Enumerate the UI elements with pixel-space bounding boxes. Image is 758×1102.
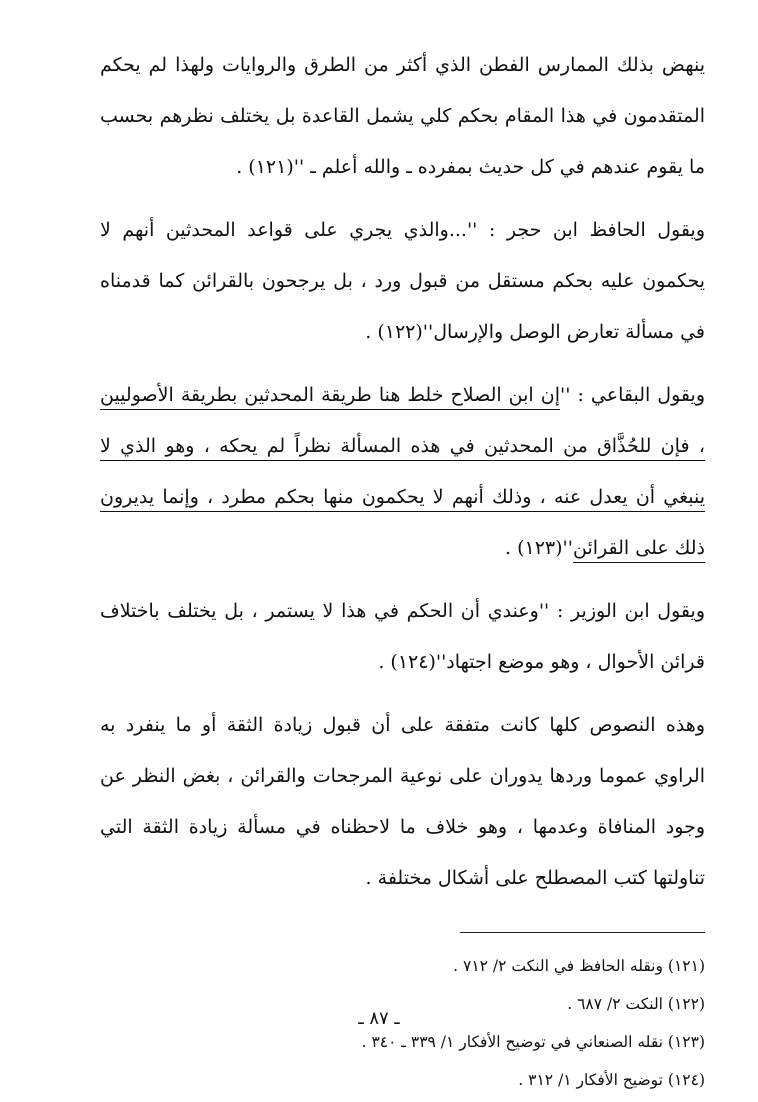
footnote-122: (١٢٢) النكت ٢/ ٦٨٧ .	[567, 995, 705, 1013]
page-body	[100, 40, 705, 1099]
page-number: ـ ٨٧ ـ	[358, 1008, 400, 1029]
paragraph-3-biqai-quote	[100, 370, 705, 574]
footnote-divider	[460, 932, 705, 933]
footnote-121: (١٢١) ونقله الحافظ في النكت ٢/ ٧١٢ .	[453, 957, 705, 975]
quote-closing: ''(١٢٣) .	[505, 537, 573, 559]
paragraph-5-conclusion: وهذه النصوص كلها كانت متفقة على أن قبول زيادة الثقة أو ما ينفرد به الراوي عموما وردها يدوران على نوعية المرجحات والقرائن ، بغض النظر عن وجود المنافاة وعدمها ، وهو خلاف ما لاحظناه في مسألة زيادة الثقة التي تناولتها كتب المصطلح على أشكال مختلفة .	[100, 714, 705, 889]
footnote-123: (١٢٣) نقله الصنعاني في توضيح الأفكار ١/ ٣٣٩ ـ ٣٤٠ .	[361, 1033, 705, 1051]
underlined-quote: إن ابن الصلاح خلط هنا طريقة المحدثين بطريقة الأصوليين ، فإن للحُذَّاق من المحدثين في هذه المسألة نظراً لم يحكه ، وهو الذي لا ينبغي أن يعدل عنه ، وذلك أنهم لا يحكمون منها بحكم مطرد ، وإنما يديرون ذلك على القرائن	[100, 384, 705, 559]
paragraph-2-ibn-hajar-quote: ويقول الحافظ ابن حجر : ''...والذي يجري على قواعد المحدثين أنهم لا يحكمون عليه بحكم مستقل من قبول ورد ، بل يرجحون بالقرائن كما قدمناه في مسألة تعارض الوصل والإرسال''(١٢٢) .	[100, 219, 705, 343]
quote-intro: ويقول البقاعي : ''	[559, 384, 705, 406]
paragraph-4-ibn-wazir-quote: ويقول ابن الوزير : ''وعندي أن الحكم في هذا لا يستمر ، بل يختلف باختلاف قرائن الأحوال ، وهو موضع اجتهاد''(١٢٤) .	[100, 600, 705, 673]
paragraph-1: ينهض بذلك الممارس الفطن الذي أكثر من الطرق والروايات ولهذا لم يحكم المتقدمون في هذا المقام بحكم كلي يشمل القاعدة بل يختلف نظرهم بحسب ما يقوم عندهم في كل حديث بمفرده ـ والله أعلم ـ ''(١٢١) .	[100, 54, 705, 178]
footnote-124: (١٢٤) توضيح الأفكار ١/ ٣١٢ .	[518, 1071, 705, 1089]
